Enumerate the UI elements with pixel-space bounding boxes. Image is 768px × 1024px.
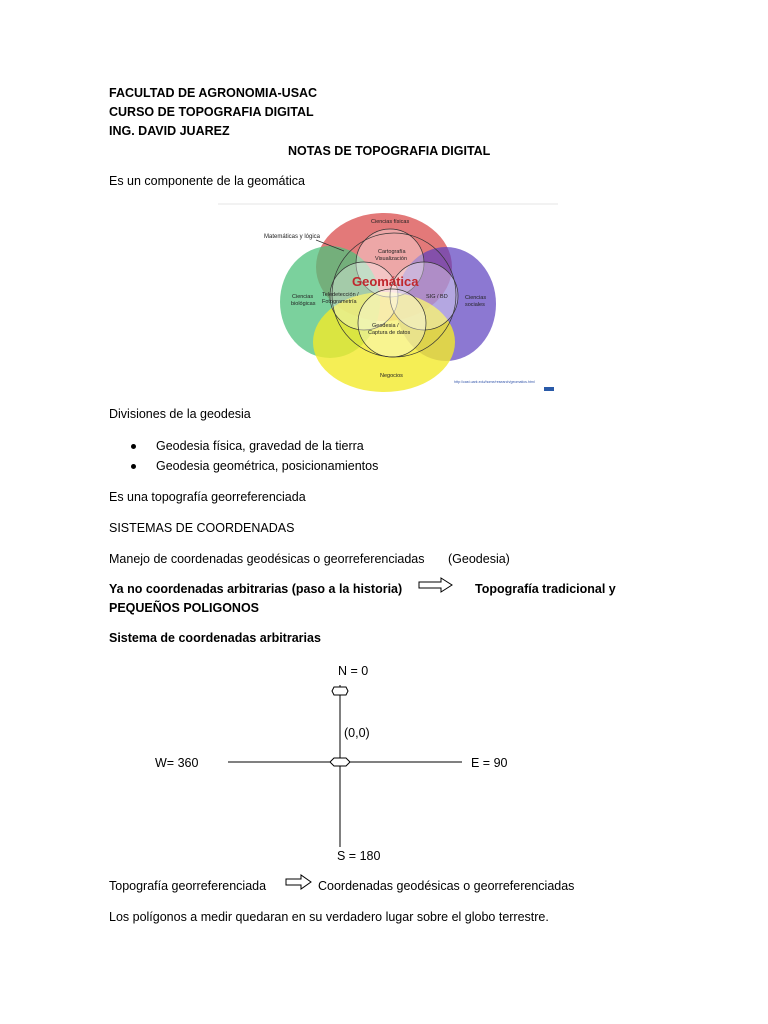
- west-label: W= 360: [155, 756, 199, 770]
- tele-label-1: Teledetección /: [322, 292, 359, 298]
- right-label-2: sociales: [465, 302, 485, 308]
- bullet-dot: [131, 464, 136, 469]
- intro-text: Es un componente de la geomática: [109, 174, 305, 188]
- left-label-2: biológicas: [291, 301, 316, 307]
- north-label: N = 0: [338, 664, 369, 678]
- center-title: Geomática: [352, 274, 419, 289]
- carto-label-1: Cartografía: [378, 249, 406, 255]
- document-title: NOTAS DE TOPOGRAFIA DIGITAL: [288, 144, 491, 158]
- arbitrary-system-heading: Sistema de coordenadas arbitrarias: [109, 631, 321, 645]
- right-arrow-icon: [285, 874, 313, 890]
- south-label: S = 180: [337, 849, 381, 863]
- tele-label-2: Fotogrametría: [322, 299, 357, 305]
- north-marker: [332, 687, 348, 695]
- ya-no-text: Ya no coordenadas arbitrarias (paso a la historia): [109, 582, 403, 596]
- divisions-heading: Divisiones de la geodesia: [109, 407, 251, 421]
- instructor-line: ING. DAVID JUAREZ: [109, 124, 230, 138]
- traditional-topography: Topografía tradicional y: [475, 582, 616, 596]
- georef-topography: Topografía georreferenciada: [109, 879, 267, 893]
- origin-label: (0,0): [344, 726, 370, 740]
- left-label-1: Ciencias: [292, 294, 314, 300]
- origin-marker: [330, 758, 350, 766]
- right-arrow-icon: [418, 577, 454, 593]
- systems-heading: SISTEMAS DE COORDENADAS: [109, 521, 295, 535]
- georef-line: Es una topografía georreferenciada: [109, 490, 306, 504]
- faculty-line: FACULTAD DE AGRONOMIA-USAC: [109, 86, 318, 100]
- right-label-1: Ciencias: [465, 295, 487, 301]
- carto-label-2: Visualización: [375, 256, 408, 262]
- venn-svg: [218, 203, 558, 395]
- division-item-1: Geodesia física, gravedad de la tierra: [156, 439, 364, 453]
- manejo-paren: (Geodesia): [448, 552, 510, 566]
- geodetic-coordinates: Coordenadas geodésicas o georreferenciadas: [318, 879, 575, 893]
- bottom-label: Negocios: [380, 373, 403, 379]
- manejo-text: Manejo de coordenadas geodésicas o georreferenciadas: [109, 552, 425, 566]
- geod-label-1: Geodesia /: [372, 323, 399, 329]
- math-label: Matemáticas y lógica: [264, 234, 321, 240]
- bullet-dot: [131, 444, 136, 449]
- final-sentence: Los polígonos a medir quedaran en su verdadero lugar sobre el globo terrestre.: [109, 910, 549, 924]
- source-url: http://cast.uark.edu/home/research/geomatics.html: [454, 380, 535, 384]
- geomatics-venn-figure: [218, 203, 558, 395]
- division-item-2: Geodesia geométrica, posicionamientos: [156, 459, 379, 473]
- corner-mark: [544, 387, 554, 391]
- sig-label: SIG / BD: [426, 294, 448, 300]
- top-label: Ciencias físicas: [371, 219, 410, 225]
- coordinate-diagram: [140, 655, 540, 870]
- geod-label-2: Captura de datos: [368, 330, 411, 336]
- small-polygons: PEQUEÑOS POLIGONOS: [109, 601, 260, 615]
- east-label: E = 90: [471, 756, 508, 770]
- course-line: CURSO DE TOPOGRAFIA DIGITAL: [109, 105, 314, 119]
